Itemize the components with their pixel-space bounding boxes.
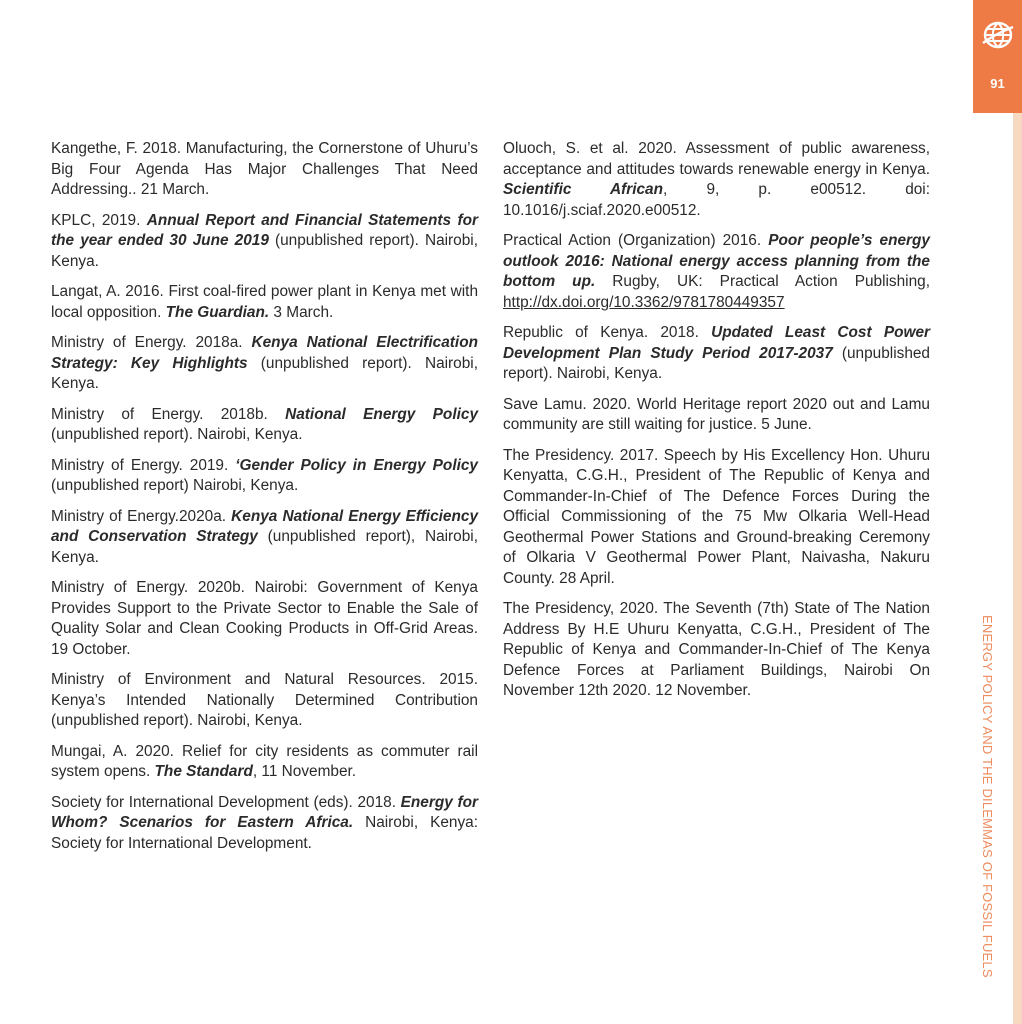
side-bar bbox=[1013, 113, 1022, 1024]
reference-item: Save Lamu. 2020. World Heritage report 2020 out and Lamu community are still waiting for justice. 5 June. bbox=[503, 395, 930, 433]
page-tab bbox=[973, 0, 1022, 113]
side-title: ENERGY POLICY AND THE DILEMMAS OF FOSSIL FUELS bbox=[980, 615, 995, 978]
reference-item: Ministry of Energy.2020a. Kenya National Energy Efficiency and Conservation Strategy (unpublished report), Nairobi, Kenya. bbox=[51, 507, 478, 566]
reference-item: Ministry of Energy. 2018a. Kenya National Electrification Strategy: Key Highlights (unpublished report). Nairobi, Kenya. bbox=[51, 334, 478, 392]
reference-item: The Presidency, 2020. The Seventh (7th) State of The Nation Address By H.E Uhuru Kenyatta, C.G.H., President of The Republic of Kenya and Commander-In-Chief of The Kenya Defence Forces at Parliament Buildings, Nairobi On November 12th 2020. 12 November. bbox=[503, 600, 930, 699]
reference-item: Ministry of Environment and Natural Resources. 2015. Kenya’s Intended Nationally Determined Contribution (unpublished report). Nairobi, Kenya. bbox=[51, 671, 478, 729]
reference-item: Republic of Kenya. 2018. Updated Least Cost Power Development Plan Study Period 2017-2037 (unpublished report). Nairobi, Kenya. bbox=[503, 324, 931, 382]
reference-item: Mungai, A. 2020. Relief for city residents as commuter rail system opens. The Standard, 11 November. bbox=[51, 742, 478, 780]
reference-item: KPLC, 2019. Annual Report and Financial Statements for the year ended 30 June 2019 (unpublished report). Nairobi, Kenya. bbox=[51, 211, 478, 270]
reference-item: Ministry of Energy. 2019. ‘Gender Policy in Energy Policy (unpublished report) Nairobi, Kenya. bbox=[51, 456, 478, 494]
reference-item: Langat, A. 2016. First coal-fired power plant in Kenya met with local opposition. The Guardian. 3 March. bbox=[51, 283, 478, 321]
reference-item: Kangethe, F. 2018. Manufacturing, the Cornerstone of Uhuru’s Big Four Agenda Has Major Challenges That Need Addressing.. 21 March. bbox=[51, 140, 478, 198]
left-column bbox=[51, 139, 478, 864]
reference-item: Oluoch, S. et al. 2020. Assessment of public awareness, acceptance and attitudes towards renewable energy in Kenya. Scientific African, 9, p. e00512. doi: 10.1016/j.sciaf.2020.e00512. bbox=[503, 140, 931, 219]
page-number: 91 bbox=[990, 76, 1005, 91]
reference-item: The Presidency. 2017. Speech by His Excellency Hon. Uhuru Kenyatta, C.G.H., President of The Republic of Kenya and Commander-In-Chief of The Defence Forces During the Official Commissioning of the 75 Mw Olkaria Well-Head Geothermal Power Stations and Ground-breaking Ceremony of Olkaria V Geothermal Power Plant, Naivasha, Nakuru County. 28 April. bbox=[503, 446, 930, 587]
globe-logo-icon bbox=[981, 20, 1015, 50]
reference-item: Ministry of Energy. 2020b. Nairobi: Government of Kenya Provides Support to the Private Sector to Enable the Sale of Quality Solar and Clean Cooking Products in Off-Grid Areas. 19 October. bbox=[51, 579, 478, 658]
reference-item: Practical Action (Organization) 2016. Poor people’s energy outlook 2016: National energy access planning from the bottom up. Rugby, UK: Practical Action Publishing, http://dx.doi.org/10.3362/9781780449357 bbox=[503, 232, 930, 311]
reference-item: Society for International Development (eds). 2018. Energy for Whom? Scenarios for Eastern Africa. Nairobi, Kenya: Society for International Development. bbox=[51, 793, 478, 852]
doi-link[interactable]: http://dx.doi.org/10.3362/9781780449357 bbox=[503, 293, 785, 311]
reference-item: Ministry of Energy. 2018b. National Energy Policy (unpublished report). Nairobi, Kenya. bbox=[51, 405, 479, 443]
right-column bbox=[503, 139, 930, 712]
